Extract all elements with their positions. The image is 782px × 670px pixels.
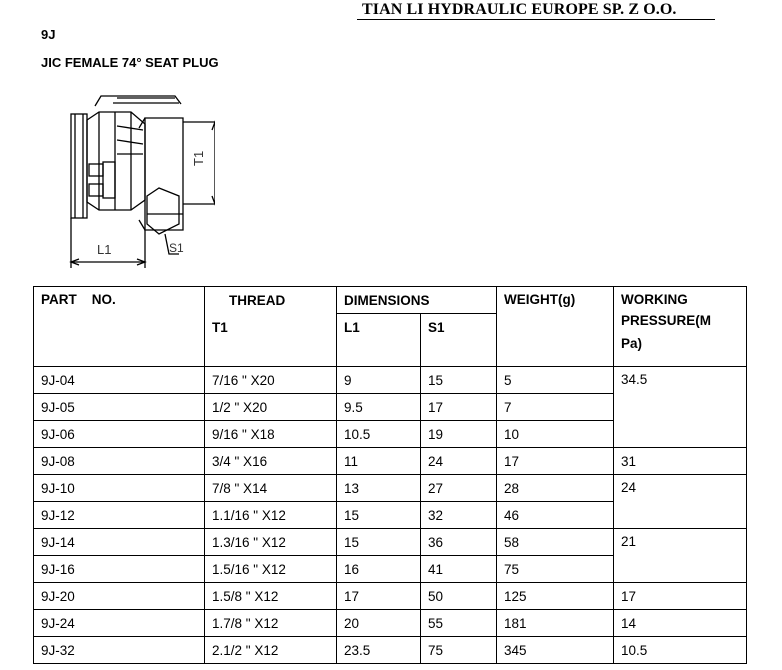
company-name: TIAN LI HYDRAULIC EUROPE SP. Z O.O. bbox=[362, 1, 677, 18]
cell-l1: 17 bbox=[337, 583, 421, 610]
header-dimensions: DIMENSIONS bbox=[337, 287, 497, 314]
cell-part: 9J-08 bbox=[34, 448, 205, 475]
drawing-label-l1: L1 bbox=[97, 242, 112, 257]
cell-thread: 1.3/16 " X12 bbox=[205, 529, 337, 556]
cell-part: 9J-14 bbox=[34, 529, 205, 556]
table-row bbox=[34, 448, 747, 475]
cell-s1: 55 bbox=[421, 610, 497, 637]
cell-pressure: 14 bbox=[614, 610, 747, 637]
cell-pressure: 34.5 bbox=[614, 367, 747, 448]
cell-weight: 5 bbox=[497, 367, 614, 394]
product-title: JIC FEMALE 74° SEAT PLUG bbox=[41, 55, 219, 70]
cell-l1: 10.5 bbox=[337, 421, 421, 448]
cell-thread: 9/16 " X18 bbox=[205, 421, 337, 448]
cell-l1: 20 bbox=[337, 610, 421, 637]
cell-thread: 3/4 " X16 bbox=[205, 448, 337, 475]
header-pressure-line1: WORKING bbox=[621, 292, 688, 307]
cell-l1: 23.5 bbox=[337, 637, 421, 664]
cell-thread: 1.7/8 " X12 bbox=[205, 610, 337, 637]
cell-l1: 13 bbox=[337, 475, 421, 502]
cell-part: 9J-06 bbox=[34, 421, 205, 448]
cell-part: 9J-20 bbox=[34, 583, 205, 610]
header-dim-s1: S1 bbox=[421, 314, 497, 367]
cell-s1: 15 bbox=[421, 367, 497, 394]
cell-part: 9J-16 bbox=[34, 556, 205, 583]
cell-l1: 16 bbox=[337, 556, 421, 583]
cell-s1: 27 bbox=[421, 475, 497, 502]
plug-technical-drawing bbox=[55, 84, 215, 274]
cell-part: 9J-05 bbox=[34, 394, 205, 421]
header-working-pressure bbox=[614, 287, 747, 367]
cell-pressure: 21 bbox=[614, 529, 747, 583]
cell-part: 9J-04 bbox=[34, 367, 205, 394]
cell-s1: 41 bbox=[421, 556, 497, 583]
header-pressure-line2: PRESSURE(M bbox=[621, 313, 712, 328]
cell-s1: 36 bbox=[421, 529, 497, 556]
header-dim-l1: L1 bbox=[337, 314, 421, 367]
cell-weight: 28 bbox=[497, 475, 614, 502]
cell-part: 9J-10 bbox=[34, 475, 205, 502]
cell-s1: 24 bbox=[421, 448, 497, 475]
drawing-hex-nut bbox=[145, 118, 183, 230]
cell-s1: 75 bbox=[421, 637, 497, 664]
drawing-seat-cone bbox=[87, 112, 145, 210]
cell-l1: 15 bbox=[337, 502, 421, 529]
cell-s1: 32 bbox=[421, 502, 497, 529]
cell-weight: 75 bbox=[497, 556, 614, 583]
cell-thread: 1/2 " X20 bbox=[205, 394, 337, 421]
cell-weight: 7 bbox=[497, 394, 614, 421]
table-row bbox=[34, 610, 747, 637]
table-row bbox=[34, 637, 747, 664]
cell-l1: 11 bbox=[337, 448, 421, 475]
cell-l1: 9 bbox=[337, 367, 421, 394]
cell-pressure: 10.5 bbox=[614, 637, 747, 664]
cell-part: 9J-24 bbox=[34, 610, 205, 637]
header-thread: THREAD bbox=[205, 287, 337, 314]
cell-l1: 9.5 bbox=[337, 394, 421, 421]
cell-s1: 50 bbox=[421, 583, 497, 610]
header-weight: WEIGHT(g) bbox=[497, 287, 614, 367]
cell-s1: 19 bbox=[421, 421, 497, 448]
drawing-flange bbox=[71, 114, 87, 218]
cell-weight: 46 bbox=[497, 502, 614, 529]
cell-weight: 181 bbox=[497, 610, 614, 637]
cell-s1: 17 bbox=[421, 394, 497, 421]
drawing-label-s1: S1 bbox=[169, 241, 184, 255]
cell-pressure: 24 bbox=[614, 475, 747, 529]
cell-weight: 17 bbox=[497, 448, 614, 475]
cell-pressure: 17 bbox=[614, 583, 747, 610]
company-underline bbox=[357, 19, 715, 20]
header-pressure-line3: Pa) bbox=[621, 336, 643, 351]
cell-thread: 1.5/16 " X12 bbox=[205, 556, 337, 583]
table-row bbox=[34, 475, 747, 502]
cell-l1: 15 bbox=[337, 529, 421, 556]
cell-thread: 7/16 " X20 bbox=[205, 367, 337, 394]
header-thread-t1: T1 bbox=[205, 314, 337, 367]
table-row bbox=[34, 529, 747, 556]
cell-part: 9J-12 bbox=[34, 502, 205, 529]
header-part-no: PART NO. bbox=[34, 287, 205, 367]
cell-thread: 7/8 " X14 bbox=[205, 475, 337, 502]
cell-thread: 1.1/16 " X12 bbox=[205, 502, 337, 529]
drawing-label-t1: T1 bbox=[191, 150, 206, 166]
cell-weight: 345 bbox=[497, 637, 614, 664]
table-row bbox=[34, 367, 747, 394]
cell-weight: 58 bbox=[497, 529, 614, 556]
product-code: 9J bbox=[41, 27, 56, 42]
cell-thread: 2.1/2 " X12 bbox=[205, 637, 337, 664]
specification-table bbox=[33, 286, 747, 664]
cell-weight: 10 bbox=[497, 421, 614, 448]
drawing-top-thread bbox=[113, 98, 179, 103]
cell-pressure: 31 bbox=[614, 448, 747, 475]
cell-part: 9J-32 bbox=[34, 637, 205, 664]
cell-weight: 125 bbox=[497, 583, 614, 610]
table-row bbox=[34, 583, 747, 610]
cell-thread: 1.5/8 " X12 bbox=[205, 583, 337, 610]
